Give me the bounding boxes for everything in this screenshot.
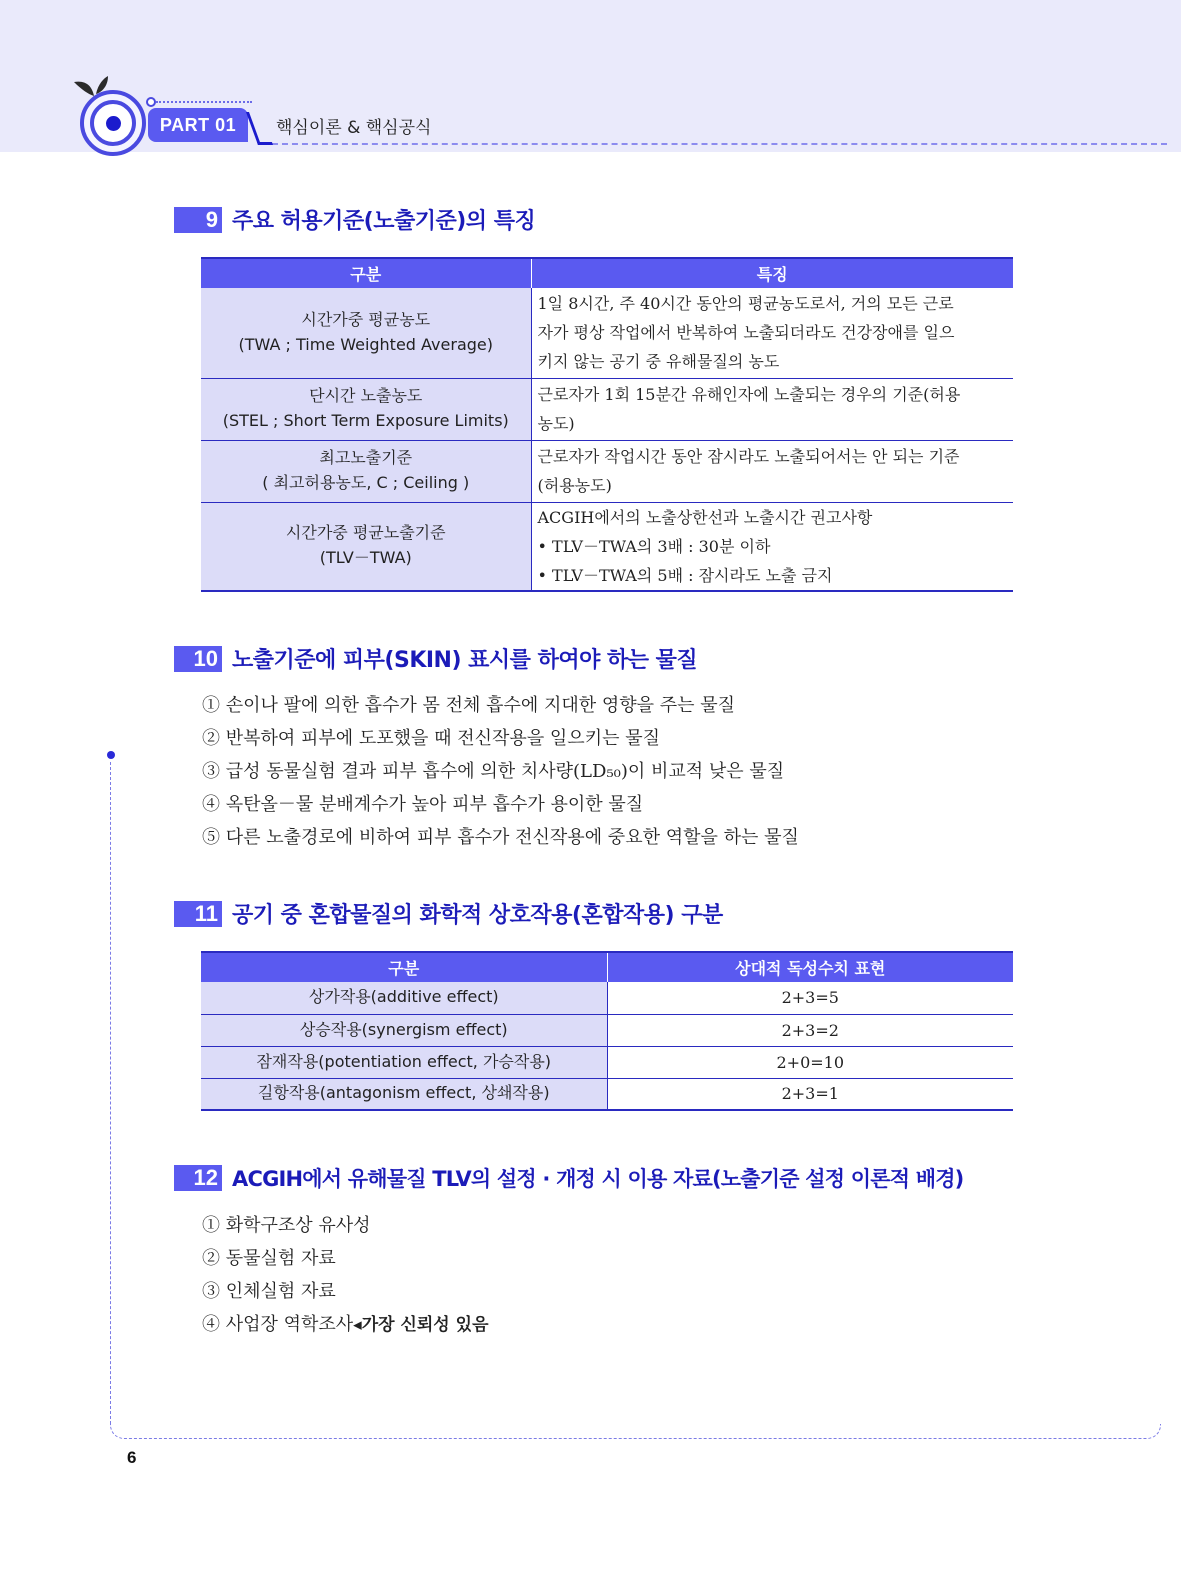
category-abbr: ( 최고허용농도, C ; Ceiling ) xyxy=(262,473,470,492)
toxicity-value: 2+3=2 xyxy=(607,1014,1013,1046)
category-abbr: (STEL ; Short Term Exposure Limits) xyxy=(222,411,509,430)
section-12-heading xyxy=(174,1163,963,1193)
column-header: 상대적 독성수치 표현 xyxy=(607,952,1013,982)
table-row xyxy=(201,502,1013,591)
list-item: ③ 인체실험 자료 xyxy=(202,1281,336,1302)
list-item: ② 동물실험 자료 xyxy=(202,1248,336,1269)
section-title: 공기 중 혼합물질의 화학적 상호작용(혼합작용) 구분 xyxy=(232,903,723,928)
table-row xyxy=(201,982,1013,1014)
category-abbr: (TWA ; Time Weighted Average) xyxy=(238,334,493,354)
description-line: 자가 평상 작업에서 반복하여 노출되더라도 건강장애를 일으 xyxy=(537,323,955,343)
category-name: 최고노출기준 xyxy=(319,448,413,468)
list-item: ⑤ 다른 노출경로에 비하여 피부 흡수가 전신작용에 중요한 역할을 하는 물질 xyxy=(202,827,799,848)
description-line: (허용농도) xyxy=(537,476,612,495)
header-divider xyxy=(262,143,1167,145)
side-dot xyxy=(107,751,115,759)
category-cell xyxy=(201,288,531,378)
table-row xyxy=(201,1014,1013,1046)
section-number: 12 xyxy=(174,1165,222,1191)
section-9-heading xyxy=(174,204,535,235)
section-10-heading xyxy=(174,643,697,674)
category-cell xyxy=(201,502,531,591)
part-emblem-dot xyxy=(106,116,121,131)
section-number: 9 xyxy=(174,207,222,233)
category-cell xyxy=(201,440,531,502)
description-bullet: • TLV－TWA의 5배 : 잠시라도 노출 금지 xyxy=(537,565,833,585)
tlv-data-source-list xyxy=(202,1209,489,1341)
list-item: ① 손이나 팔에 의한 흡수가 몸 전체 흡수에 지대한 영향을 주는 물질 xyxy=(202,695,736,716)
category-abbr: (TLV－TWA) xyxy=(319,548,412,567)
description-line: 키지 않는 공기 중 유해물질의 농도 xyxy=(537,352,780,372)
description-line: 근로자가 작업시간 동안 잠시라도 노출되어서는 안 되는 기준 xyxy=(537,447,960,466)
reliability-note: ◂가장 신뢰성 있음 xyxy=(353,1315,489,1335)
interaction-table xyxy=(201,951,1013,1111)
list-item xyxy=(202,1308,489,1341)
table-row xyxy=(201,288,1013,378)
part-title: 핵심이론 & 핵심공식 xyxy=(276,118,432,138)
toxicity-value: 2+0=10 xyxy=(607,1046,1013,1078)
exposure-standards-table xyxy=(201,257,1013,592)
description-cell xyxy=(531,288,1013,378)
category-cell xyxy=(201,378,531,440)
section-title: 노출기준에 피부(SKIN) 표시를 하여야 하는 물질 xyxy=(232,648,698,673)
description-cell xyxy=(531,378,1013,440)
description-line: 농도) xyxy=(537,414,575,433)
emblem-small-dot xyxy=(146,97,156,107)
page-number: 6 xyxy=(127,1448,137,1467)
list-item: ④ 옥탄올－물 분배계수가 높아 피부 흡수가 용이한 물질 xyxy=(202,794,644,815)
skin-notation-list xyxy=(202,689,799,854)
section-number: 10 xyxy=(174,646,222,672)
description-cell xyxy=(531,502,1013,591)
column-header: 특징 xyxy=(531,258,1013,288)
column-header: 구분 xyxy=(201,952,607,982)
section-11-heading xyxy=(174,898,723,929)
interaction-name: 잠재작용(potentiation effect, 가승작용) xyxy=(201,1046,607,1078)
description-line: 근로자가 1회 15분간 유해인자에 노출되는 경우의 기준(허용 xyxy=(537,385,961,404)
description-line: 1일 8시간, 주 40시간 동안의 평균농도로서, 거의 모든 근로 xyxy=(537,294,954,314)
section-number: 11 xyxy=(174,901,222,927)
toxicity-value: 2+3=5 xyxy=(607,982,1013,1014)
table-row xyxy=(201,1078,1013,1110)
bottom-dashed-frame xyxy=(110,1424,1161,1439)
description-bullet: • TLV－TWA의 3배 : 30분 이하 xyxy=(537,536,771,556)
toxicity-value: 2+3=1 xyxy=(607,1078,1013,1110)
part-badge: PART 01 xyxy=(148,108,248,142)
list-item-text: ④ 사업장 역학조사 xyxy=(202,1314,354,1335)
table-row xyxy=(201,1046,1013,1078)
table-row xyxy=(201,440,1013,502)
side-dashed-line xyxy=(110,762,111,1424)
category-name: 시간가중 평균노출기준 xyxy=(285,523,446,543)
interaction-name: 상가작용(additive effect) xyxy=(201,982,607,1014)
list-item: ① 화학구조상 유사성 xyxy=(202,1215,371,1236)
description-cell xyxy=(531,440,1013,502)
emblem-dotted-line xyxy=(156,101,252,103)
table-row xyxy=(201,378,1013,440)
interaction-name: 길항작용(antagonism effect, 상쇄작용) xyxy=(201,1078,607,1110)
list-item: ③ 급성 동물실험 결과 피부 흡수에 의한 치사량(LD₅₀)이 비교적 낮은 물질 xyxy=(202,761,785,782)
column-header: 구분 xyxy=(201,258,531,288)
category-name: 단시간 노출농도 xyxy=(309,386,423,406)
section-title: ACGIH에서 유해물질 TLV의 설정 · 개정 시 이용 자료(노출기준 설정 이론적 배경) xyxy=(232,1167,964,1191)
interaction-name: 상승작용(synergism effect) xyxy=(201,1014,607,1046)
category-name: 시간가중 평균농도 xyxy=(301,309,431,329)
section-title: 주요 허용기준(노출기준)의 특징 xyxy=(232,209,536,234)
list-item: ② 반복하여 피부에 도포했을 때 전신작용을 일으키는 물질 xyxy=(202,728,660,749)
description-line: ACGIH에서의 노출상한선과 노출시간 권고사항 xyxy=(537,507,873,527)
